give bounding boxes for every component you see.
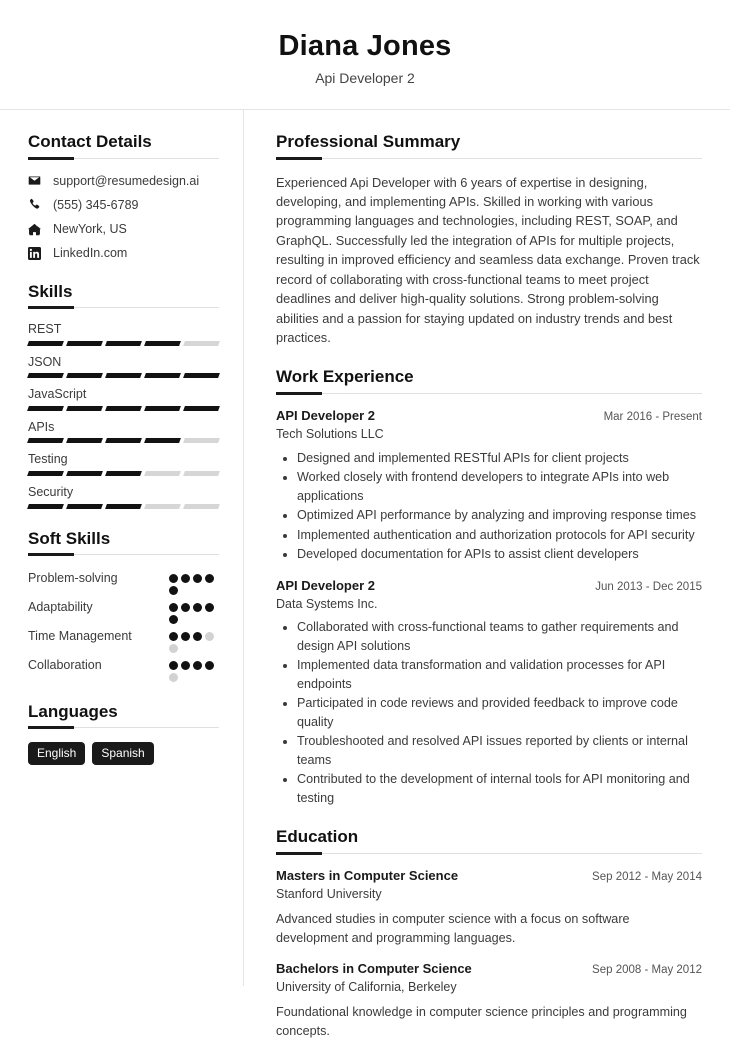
soft-skill-item <box>28 569 219 595</box>
education-date: Sep 2008 - May 2012 <box>592 964 702 977</box>
work-entry-date: Jun 2013 - Dec 2015 <box>595 580 702 593</box>
skill-level-segment <box>66 504 103 509</box>
main-content <box>244 110 730 1061</box>
contact-item[interactable] <box>28 173 219 189</box>
skill-item <box>28 485 219 509</box>
skill-item <box>28 387 219 411</box>
skill-level-segment <box>27 504 64 509</box>
work-entry-company: Tech Solutions LLC <box>276 426 384 441</box>
education-school: Stanford University <box>276 886 382 901</box>
contact-item[interactable] <box>28 245 219 261</box>
skill-item <box>28 452 219 476</box>
work-experience-title: Work Experience <box>276 367 414 387</box>
skill-level-segment <box>144 504 181 509</box>
education-degree: Masters in Computer Science <box>276 867 459 883</box>
section-divider <box>28 727 219 728</box>
soft-skill-rating <box>169 656 219 682</box>
skill-label: REST <box>28 321 62 336</box>
rating-dot <box>205 603 214 612</box>
work-experience-section <box>276 367 702 807</box>
soft-skill-label: Time Management <box>28 629 132 644</box>
work-bullet: • Designed and implemented RESTful APIs for client projects <box>297 449 702 468</box>
work-entry-company: Data Systems Inc. <box>276 596 378 611</box>
soft-skill-label: Collaboration <box>28 658 102 673</box>
work-entry-role: API Developer 2 <box>276 407 375 423</box>
skill-level-segment <box>27 438 64 443</box>
contact-item[interactable] <box>28 197 219 213</box>
education-description: Advanced studies in computer science with a focus on software development and programming languages. <box>276 911 630 945</box>
work-entry <box>276 408 702 564</box>
rating-dot <box>193 661 202 670</box>
skill-level-segment <box>27 471 64 476</box>
skill-level-segment <box>27 406 64 411</box>
skill-level-segment <box>66 406 103 411</box>
section-divider <box>276 393 702 394</box>
contact-item-text: LinkedIn.com <box>53 246 128 261</box>
contact-item[interactable] <box>28 221 219 237</box>
work-bullet: • Optimized API performance by analyzing and improving response times <box>297 506 702 525</box>
work-bullet: • Implemented authentication and authorization protocols for API security <box>297 526 702 545</box>
languages-list <box>28 742 219 765</box>
skill-level-bar <box>28 438 219 443</box>
soft-skills-title: Soft Skills <box>28 528 111 548</box>
skills-section <box>28 282 219 509</box>
education-entry-header <box>276 961 702 978</box>
language-tag: Spanish <box>92 742 153 765</box>
contact-list <box>28 173 219 262</box>
section-divider <box>28 554 219 555</box>
work-bullet: • Worked closely with frontend developers to integrate APIs into web applications <box>297 468 702 505</box>
soft-skill-item <box>28 656 219 682</box>
section-divider <box>28 307 219 308</box>
rating-dot <box>169 603 178 612</box>
rating-dot <box>181 603 190 612</box>
skill-level-segment <box>27 341 64 346</box>
skill-level-segment <box>183 373 220 378</box>
candidate-job-title: Api Developer 2 <box>315 70 415 87</box>
phone-icon <box>28 198 46 211</box>
rating-dot <box>169 644 178 653</box>
skill-level-segment <box>27 373 64 378</box>
section-divider <box>28 158 219 159</box>
sidebar <box>0 110 244 986</box>
skill-level-segment <box>183 471 220 476</box>
rating-dot <box>205 574 214 583</box>
skill-level-segment <box>144 438 181 443</box>
soft-skill-item <box>28 627 219 653</box>
education-description: Foundational knowledge in computer science principles and programming concepts. <box>276 1005 687 1039</box>
linkedin-icon <box>28 247 46 260</box>
soft-skill-rating <box>169 569 219 595</box>
section-divider <box>276 853 702 854</box>
education-date: Sep 2012 - May 2014 <box>592 870 702 883</box>
skill-item <box>28 355 219 379</box>
rating-dot <box>205 632 214 641</box>
education-degree: Bachelors in Computer Science <box>276 961 472 977</box>
resume-header <box>0 0 730 110</box>
work-entry-date: Mar 2016 - Present <box>603 410 702 423</box>
rating-dot <box>181 661 190 670</box>
skill-item <box>28 322 219 346</box>
skill-level-segment <box>66 438 103 443</box>
work-entry-bullets <box>276 449 702 564</box>
skill-level-segment <box>66 471 103 476</box>
skill-level-segment <box>105 504 142 509</box>
soft-skill-item <box>28 598 219 624</box>
rating-dot <box>181 574 190 583</box>
soft-skills-section <box>28 529 219 682</box>
skill-level-segment <box>105 406 142 411</box>
skill-level-segment <box>105 438 142 443</box>
soft-skill-label: Adaptability <box>28 600 93 615</box>
professional-summary-title: Professional Summary <box>276 132 461 152</box>
contact-details-title: Contact Details <box>28 132 152 152</box>
rating-dot <box>205 661 214 670</box>
skill-level-bar <box>28 341 219 346</box>
languages-title: Languages <box>28 702 118 722</box>
work-entry-role: API Developer 2 <box>276 577 375 593</box>
rating-dot <box>169 586 178 595</box>
skill-label: JSON <box>28 354 62 369</box>
contact-item-text: (555) 345-6789 <box>53 197 139 212</box>
skill-level-segment <box>105 373 142 378</box>
education-list <box>276 868 702 1041</box>
resume-body <box>0 110 730 1061</box>
work-bullet: • Developed documentation for APIs to assist client developers <box>297 545 702 564</box>
rating-dot <box>193 603 202 612</box>
education-section <box>276 827 702 1041</box>
soft-skill-rating <box>169 627 219 653</box>
education-entry <box>276 868 702 948</box>
language-tag: English <box>28 742 85 765</box>
skill-level-segment <box>183 406 220 411</box>
skill-level-bar <box>28 406 219 411</box>
skill-level-segment <box>144 341 181 346</box>
work-bullet: • Participated in code reviews and provided feedback to improve code quality <box>297 694 702 731</box>
rating-dot <box>193 632 202 641</box>
skill-level-segment <box>183 438 220 443</box>
skill-level-bar <box>28 373 219 378</box>
work-entry <box>276 578 702 808</box>
soft-skill-label: Problem-solving <box>28 571 118 586</box>
skills-title: Skills <box>28 281 73 301</box>
rating-dot <box>169 574 178 583</box>
candidate-name: Diana Jones <box>278 30 452 62</box>
contact-item-text: support@resumedesign.ai <box>53 173 200 188</box>
work-entry-header <box>276 408 702 425</box>
skill-label: JavaScript <box>28 387 87 402</box>
work-bullet: • Contributed to the development of internal tools for API monitoring and testing <box>297 770 702 807</box>
skill-level-segment <box>183 504 220 509</box>
skill-level-segment <box>183 341 220 346</box>
skill-level-segment <box>144 406 181 411</box>
education-entry <box>276 961 702 1041</box>
skill-level-segment <box>105 341 142 346</box>
skills-list <box>28 322 219 509</box>
soft-skill-rating <box>169 598 219 624</box>
skill-label: Testing <box>28 452 68 467</box>
professional-summary-text: Experienced Api Developer with 6 years of expertise in designing, developing, and implementing APIs. Skilled in working with various programming languages and technologies, including REST, SOAP, and GraphQL. Successfully led the integration of APIs for multiple projects, resulting in improved efficiency and seamless data exchange. Proven track record of collaborating with cross-functional teams to meet project deadlines and deliver high-quality solutions. Strong problem-solving abilities and a passion for staying updated on industry trends and best practices. <box>276 174 700 346</box>
envelope-icon <box>28 174 46 187</box>
home-icon <box>28 223 46 236</box>
rating-dot <box>169 673 178 682</box>
soft-skills-list <box>28 569 219 682</box>
languages-section <box>28 702 219 765</box>
rating-dot <box>169 615 178 624</box>
education-school: University of California, Berkeley <box>276 980 457 995</box>
skill-level-segment <box>105 471 142 476</box>
skill-label: Security <box>28 485 74 500</box>
work-bullet: • Troubleshooted and resolved API issues reported by clients or internal teams <box>297 732 702 769</box>
rating-dot <box>181 632 190 641</box>
work-entry-bullets <box>276 618 702 807</box>
skill-item <box>28 420 219 444</box>
work-experience-list <box>276 408 702 808</box>
skill-level-bar <box>28 471 219 476</box>
work-entry-header <box>276 578 702 595</box>
rating-dot <box>193 574 202 583</box>
contact-item-text: NewYork, US <box>53 222 127 237</box>
section-divider <box>276 158 702 159</box>
education-entry-header <box>276 868 702 885</box>
skill-level-segment <box>144 471 181 476</box>
rating-dot <box>169 661 178 670</box>
work-bullet: • Implemented data transformation and validation processes for API endpoints <box>297 656 702 693</box>
contact-details-section <box>28 132 219 261</box>
skill-level-bar <box>28 504 219 509</box>
professional-summary-section <box>276 132 702 347</box>
work-bullet: • Collaborated with cross-functional teams to gather requirements and design API solutions <box>297 618 702 655</box>
skill-level-segment <box>66 341 103 346</box>
skill-level-segment <box>66 373 103 378</box>
skill-level-segment <box>144 373 181 378</box>
skill-label: APIs <box>28 419 55 434</box>
education-title: Education <box>276 827 359 847</box>
rating-dot <box>169 632 178 641</box>
